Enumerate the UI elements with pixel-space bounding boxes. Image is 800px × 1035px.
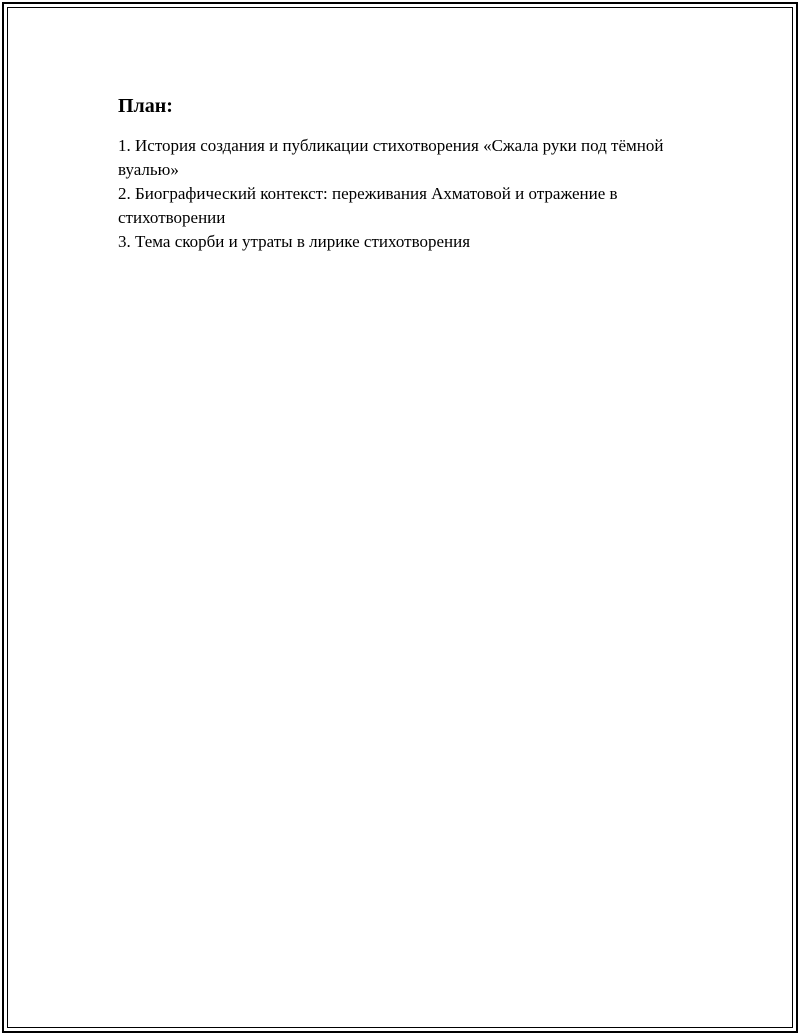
plan-item-1: 1. История создания и публикации стихотворения «Сжала руки под тёмной вуалью» [118,136,664,179]
plan-list [118,134,678,254]
plan-item-2: 2. Биографический контекст: переживания Ахматовой и отражение в стихотворении [118,184,618,227]
plan-heading: План: [118,95,173,117]
document-body [118,94,678,254]
plan-item-3: 3. Тема скорби и утраты в лирике стихотворения [118,232,471,251]
